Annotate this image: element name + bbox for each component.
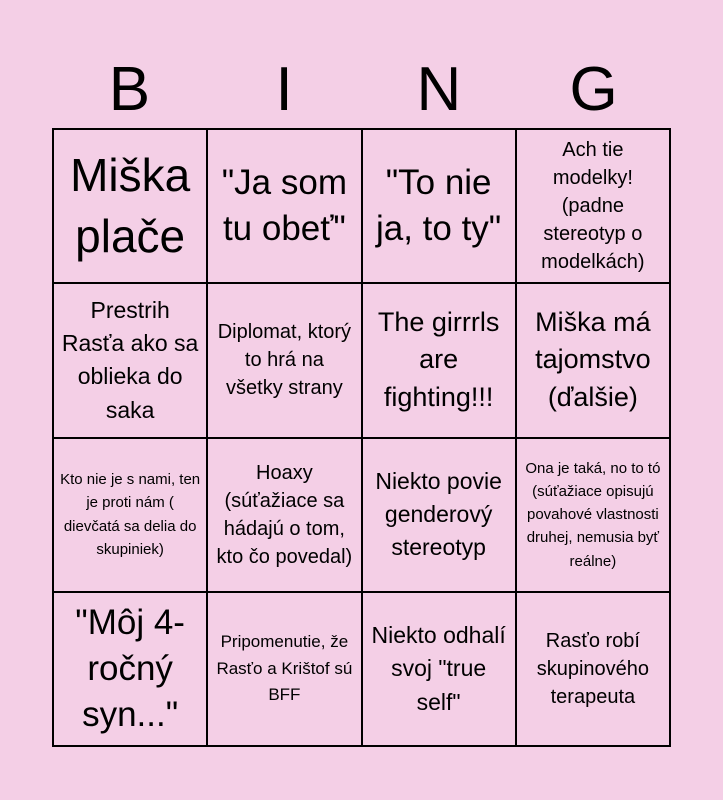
bingo-cell[interactable]	[516, 129, 670, 283]
cell-text: Ach tie modelky! (padne stereotyp o modelkách)	[541, 139, 645, 274]
bingo-board	[52, 128, 671, 747]
cell-text: "To nie ja, to ty"	[375, 162, 502, 249]
bingo-cell[interactable]	[53, 438, 207, 592]
bingo-cell[interactable]	[362, 283, 516, 437]
bingo-cell[interactable]	[516, 283, 670, 437]
cell-text: "Môj 4-ročný syn..."	[75, 602, 185, 734]
cell-text: The girrrls are fighting!!!	[377, 306, 500, 413]
bingo-cell[interactable]	[207, 438, 361, 592]
bingo-cell[interactable]	[516, 592, 670, 746]
bingo-cell[interactable]	[362, 592, 516, 746]
cell-text: Kto nie je s nami, ten je proti nám ( dievčatá sa delia do skupiniek)	[60, 471, 201, 558]
bingo-cell[interactable]	[362, 438, 516, 592]
bingo-cell[interactable]	[53, 129, 207, 283]
cell-text: Prestrih Rasťa ako sa oblieka do saka	[61, 296, 199, 423]
cell-text: Pripomenutie, že Rasťo a Krištof sú BFF	[216, 632, 353, 705]
cell-text: Rasťo robí skupinového terapeuta	[536, 629, 650, 708]
bingo-cell[interactable]	[207, 283, 361, 437]
title-letter-i: I	[275, 55, 293, 124]
bingo-title	[52, 52, 671, 128]
bingo-cell[interactable]	[53, 592, 207, 746]
bingo-cell[interactable]	[516, 438, 670, 592]
cell-text: "Ja som tu obeť"	[221, 162, 347, 249]
bingo-cell[interactable]	[53, 283, 207, 437]
title-letter-b: B	[108, 55, 151, 124]
cell-text: Niekto povie genderový stereotyp	[375, 467, 502, 561]
title-letter-n: N	[416, 55, 462, 124]
title-letter-g: G	[569, 55, 618, 124]
cell-text: Niekto odhalí svoj "true self"	[371, 621, 506, 715]
cell-text: Diplomat, ktorý to hrá na všetky strany	[217, 321, 352, 400]
cell-text: Ona je taká, no to tó (súťažiace opisujú povahové vlastnosti druhej, nemusia byť reálne)	[525, 459, 661, 570]
cell-text: Miška má tajomstvo (ďalšie)	[535, 306, 651, 413]
bingo-cell[interactable]	[207, 592, 361, 746]
cell-text: Miška plače	[70, 149, 191, 263]
bingo-cell[interactable]	[207, 129, 361, 283]
cell-text: Hoaxy (súťažiace sa hádajú o tom, kto čo povedal)	[216, 461, 353, 568]
bingo-cell[interactable]	[362, 129, 516, 283]
